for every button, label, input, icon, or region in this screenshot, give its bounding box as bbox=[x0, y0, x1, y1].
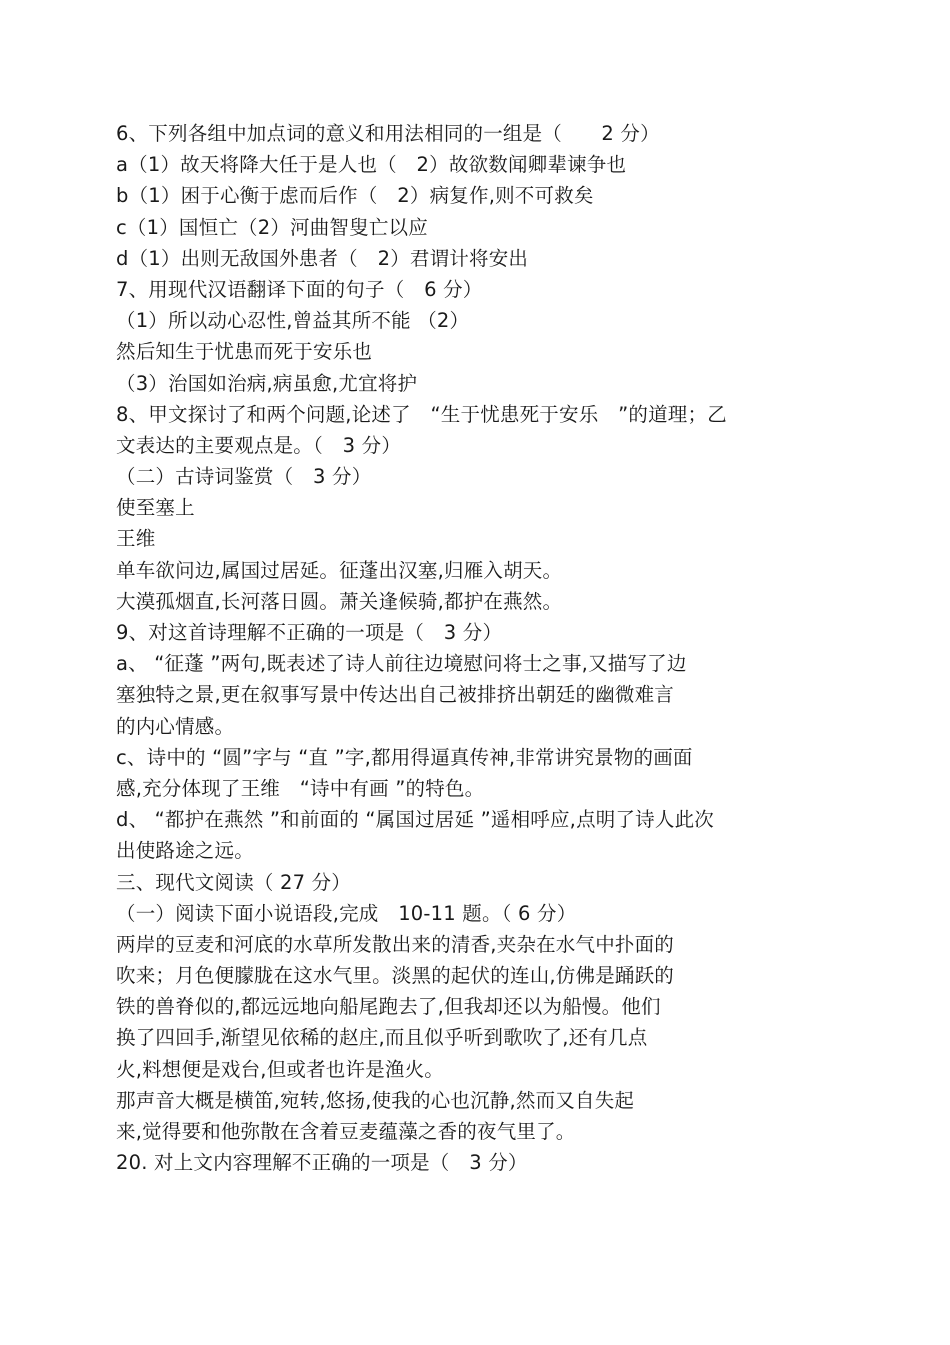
poem-line-2: 大漠孤烟直,长河落日圆。萧关逢候骑,都护在燕然。 bbox=[116, 589, 563, 613]
passage-line-2: 吹来；月色便朦胧在这水气里。淡黑的起伏的连山,仿佛是踊跃的 bbox=[116, 964, 674, 988]
question-9-option-c-line-1: c、诗中的 “圆”字与 “直 ”字,都用得逼真传神,非常讲究景物的画面 bbox=[116, 745, 693, 769]
section-poetry-heading: （二）古诗词鉴赏（ 3 分） bbox=[116, 465, 372, 489]
poem-line-1: 单车欲问边,属国过居延。征蓬出汉塞,归雁入胡天。 bbox=[116, 558, 563, 582]
question-6-option-c: c（1）国恒亡（2）河曲智叟亡以应 bbox=[116, 215, 428, 239]
question-8-line-1: 8、甲文探讨了和两个问题,论述了 “生于忧患死于安乐 ”的道理；乙 bbox=[116, 402, 727, 426]
passage-line-6: 那声音大概是横笛,宛转,悠扬,使我的心也沉静,然而又自失起 bbox=[116, 1088, 635, 1112]
passage-line-5: 火,料想便是戏台,但或者也许是渔火。 bbox=[116, 1057, 444, 1081]
question-6-option-b: b（1）困于心衡于虑而后作（ 2）病复作,则不可救矣 bbox=[116, 184, 594, 208]
question-6-stem: 6、下列各组中加点词的意义和用法相同的一组是（ 2 分） bbox=[116, 122, 660, 145]
question-9-option-a-line-1: a、 “征蓬 ”两句,既表述了诗人前往边境慰问将士之事,又描写了边 bbox=[116, 652, 687, 676]
poem-title: 使至塞上 bbox=[116, 496, 195, 520]
subsection-novel-heading: （一）阅读下面小说语段,完成 10-11 题。（ 6 分） bbox=[116, 901, 577, 925]
question-6-option-d: d（1）出则无敌国外患者（ 2）君谓计将安出 bbox=[116, 246, 529, 270]
question-9-stem: 9、对这首诗理解不正确的一项是（ 3 分） bbox=[116, 621, 503, 644]
passage-line-3: 铁的兽脊似的,都远远地向船尾跑去了,但我却还以为船慢。他们 bbox=[116, 995, 661, 1019]
question-9-option-c-line-2: 感,充分体现了王维 “诗中有画 ”的特色。 bbox=[116, 776, 485, 800]
question-20-stem: 20. 对上文内容理解不正确的一项是（ 3 分） bbox=[116, 1151, 528, 1175]
passage-line-7: 来,觉得要和他弥散在含着豆麦蕴藻之香的夜气里了。 bbox=[116, 1120, 576, 1143]
passage-line-1: 两岸的豆麦和河底的水草所发散出来的清香,夹杂在水气中扑面的 bbox=[116, 932, 674, 956]
poem-author: 王维 bbox=[116, 527, 156, 551]
question-8-line-2: 文表达的主要观点是。（ 3 分） bbox=[116, 433, 402, 457]
question-9-option-a-line-3: 的内心情感。 bbox=[116, 714, 235, 738]
question-9-option-d-line-2: 出使路途之远。 bbox=[116, 839, 254, 863]
document-body bbox=[116, 118, 816, 1178]
section-modern-reading-heading: 三、现代文阅读（ 27 分） bbox=[116, 870, 352, 894]
question-9-option-d-line-1: d、 “都护在燕然 ”和前面的 “属国过居延 ”遥相呼应,点明了诗人此次 bbox=[116, 808, 714, 832]
question-9-option-a-line-2: 塞独特之景,更在叙事写景中传达出自己被排挤出朝廷的幽微难言 bbox=[116, 683, 674, 707]
question-7-item-1: （1）所以动心忍性,曾益其所不能 （2） bbox=[116, 309, 470, 333]
question-7-item-2: 然后知生于忧患而死于安乐也 bbox=[116, 340, 373, 364]
passage-line-4: 换了四回手,渐望见依稀的赵庄,而且似乎听到歌吹了,还有几点 bbox=[116, 1026, 648, 1050]
question-6-option-a: a（1）故天将降大任于是人也（ 2）故欲数闻卿辈谏争也 bbox=[116, 153, 627, 177]
question-7-item-3: （3）治国如治病,病虽愈,尤宜将护 bbox=[116, 371, 418, 395]
question-7-stem: 7、用现代汉语翻译下面的句子（ 6 分） bbox=[116, 277, 483, 301]
